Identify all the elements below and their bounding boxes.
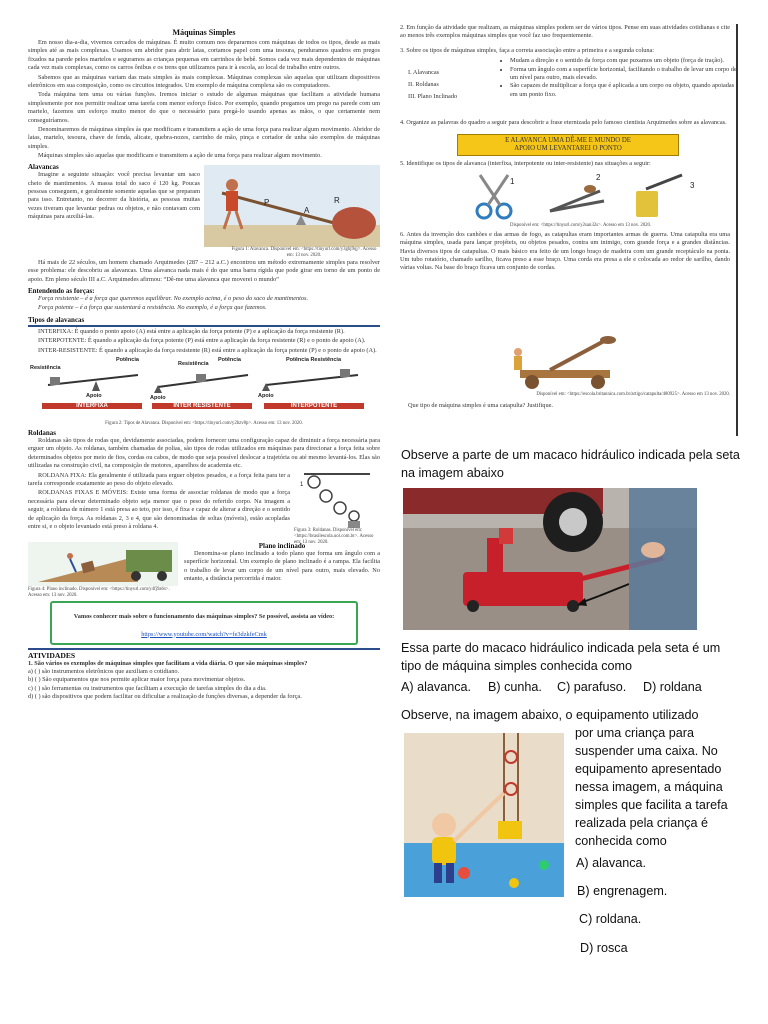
inter-resistente-text: INTER-RESISTENTE: É quando a aplicação da força resistente (R) está entre a aplicação da força potente (P) e o ponto de apoio (A). [38,346,377,354]
plano-heading: Plano inclinado [258,541,306,550]
column-2-item: • Mudam a direção e o sentido da força com que puxamos um objeto (força de tração). [510,57,742,65]
video-link[interactable]: https://www.youtube.com/watch?v=fe3dzkfeCmk [141,630,267,638]
question-6-prompt: Que tipo de máquina simples é uma catapulta? Justifique. [408,402,553,409]
forcas-heading: Entendendo as forças: [28,286,95,295]
question-4: 4. Organize as palavras do quadro a seguir para descobrir a frase eternizada pelo famoso cientista Arquimedes sobre as alavancas. [400,119,727,127]
child-option-b[interactable]: B) engrenagem. [577,884,668,898]
svg-text:R: R [334,195,340,205]
association-table [400,57,736,119]
tipos-heading: Tipos de alavancas [28,315,85,324]
question-1-option: a) ( ) são instrumentos eletrônicos que auxiliam o cotidiano. [28,667,180,675]
video-text: Vamos conhecer mais sobre o funcionamento das máquinas simples? Se possível, assista ao vídeo: [73,612,335,620]
question-1-option: d) ( ) são dispositivos que podem facilitar ou dificultar a realização de funções diversas, a depender da força. [28,693,302,701]
worksheet-title: Máquinas Simples [172,28,236,37]
svg-text:1: 1 [300,481,304,488]
roldanas-moveis-text: ROLDANAS FIXAS E MÓVEIS: Existe uma forma de associar roldanas de modo que a força necessária para elevar determinado objeto seja menor que o peso do referido corpo. Na imagem a seguir, a roldana de número 1 está presa ao teto, por isso, é fixa e capaz de alterar a direção e o sentido de aplicação da força. As roldanas 2, 3 e 4, que são denominadas de soltas (móveis), estão acopladas entre si, e o objeto levantado está preso à roldana 4. [28,489,290,530]
lever-label: Apoio [258,392,274,399]
question-2: 2. Em função da atividade que realizam, as máquinas simples podem ser de vários tipos. Pense em suas atividades cotidianas e cite ao menos três exemplos máquinas simples que você faz uso frequentemente. [400,24,730,40]
question-5: 5. Identifique os tipos de alavanca (interfixa, interpotente ou inter-resistente) nas situações a seguir: [400,160,651,168]
column-2-item: • São capazes de multiplicar a força que é aplicada a um corpo ou objeto, quando apoiadas em um ponto fixo. [510,82,742,99]
jack-option-b[interactable]: B) cunha. [488,680,542,694]
jack-option-c[interactable]: C) parafuso. [557,680,627,694]
figure-4-caption: Figura 4: Plano inclinado. Disponível em: <https://tinyurl.com/y4fj9a6s>. Acesso em: 13 nov. 2020. [28,586,170,598]
jack-intro-text: Observe a parte de um macaco hidráulico indicada pela seta na imagem abaixo [401,448,740,480]
child-intro-text: Observe, na imagem abaixo, o equipamento utilizado [401,708,699,722]
lever-type-label: INTER RESISTENTE [152,403,252,409]
alavancas-heading: Alavancas [28,162,59,171]
phrase-box [457,134,679,157]
interfixa-text: INTERFIXA: É quando o ponto apoio (A) está entre a aplicação da força potente (P) e a aplicação da força resistente (R). [38,327,345,335]
intro-paragraph: Toda máquina tem uma ou várias funções. Iremos iniciar o estudo de algumas máquinas que facilitam a atividade humana simplesmente por nos permitir realizar uma tarefa com menor esforço físico. Por exemplo, quando pregamos um prego na parede com um martelo, fazemos um esforço muito menor do que o necessário para pregá-lo usando apenas as mãos, o que certamente nem conseguiríamos. [28,91,380,124]
hydraulic-jack-photo [403,488,697,630]
child-pulley-photo [404,733,564,897]
column-2-item: • Forma um ângulo com a superfície horizontal, facilitando o trabalho de levar um corpo de um nível para outro, mais elevado. [510,66,742,83]
jack-option-d[interactable]: D) roldana [643,680,702,694]
lever-label: Potência [116,356,139,363]
roldanas-text: Roldanas são tipos de rodas que, devidamente associadas, podem fornecer uma configuração capaz de diminuir a força necessária para erguer um objeto. As roldanas, também chamadas de polias, são tipos de rodas utilizados em máquinas para direcionar a força feita sobre determinados objetos por meio de fios, cordas ou cabos, de modo que seja possível deslocar a trajetória ou até mesmo levantá-los. Elas são utilizadas na construção civil, na composição de motores, aparelhos de academia etc. [28,436,380,470]
figure-1-caption: Figura 1: Alavanca. Disponível em: <https://tinyurl.com/y3gbj9qj>. Acesso em: 13 nov. 2020. [231,246,377,258]
pulley-illustration [294,472,380,528]
child-option-d[interactable]: D) rosca [580,941,628,955]
atividades-divider [28,648,380,650]
right-worksheet-page [400,24,738,436]
svg-text:A: A [304,205,310,215]
figure-3-caption: Figura 3: Roldanas. Disponível em: <https://brasilescola.uol.com.br>. Acesso em: 13 nov. 2020. [294,527,374,545]
lever-types-diagram [28,357,380,421]
lever-type-label: INTERPOTENTE [264,403,364,409]
roldanas-heading: Roldanas [28,428,57,437]
roldana-fixa-text: ROLDANA FIXA: Ela geralmente é utilizada para erguer objetos pesados, e a força feita para ter a tarefa corresponde exatamente ao peso do objeto elevado. [28,471,290,487]
child-question-text: por uma criança para suspender uma caixa. No equipamento apresentado nessa imagem, a máquina simples que facilita a tarefa realizada pela criança é conhecida como [575,726,728,848]
intro-text [28,39,380,161]
phrase-box-line: APOIO UM LEVANTAREI O PONTO [514,145,622,153]
situation-label: 1 [510,176,515,186]
column-1-item: III. Plano Inclinado [408,93,458,101]
jack-option-a[interactable]: A) alavanca. [401,680,472,694]
forca-resistente-text: Força resistente – é a força que queremos equilibrar. No exemplo acima, é o peso do saco de mantimentos. [38,294,309,302]
phrase-box-line: E ALAVANCA UMA DÊ-ME E MUNDO DE [505,136,631,144]
child-option-a[interactable]: A) alavanca. [576,856,647,870]
interpotente-text: INTERPOTENTE: É quando a aplicação da força potente (P) está entre a aplicação da força resistente (R) e o ponto de apoio (A). [38,337,366,345]
atividades-heading: ATIVIDADES [28,650,76,660]
question-3: 3. Sobre os tipos de máquinas simples, faça a correta associação entre a primeira e a segunda coluna: [400,46,655,54]
figure-2-caption: Figura 2: Tipos de Alavanca. Disponível em: <https://tinyurl.com/y2bzv8p>. Acesso em: 13 nov. 2020. [105,420,303,426]
situation-label: 2 [596,172,601,182]
question-5-caption: Disponível em: <https://tinyurl.com/y2san32s>. Acesso em 13 nov. 2020. [510,222,652,228]
forca-potente-text: Força potente – é a força que sustentará a resistência. No exemplo, é a força que fazemos. [38,304,267,312]
jack-question-text: Essa parte do macaco hidráulico indicada pela seta é um tipo de máquina simples conhecida como [401,641,721,673]
column-1-item: II. Roldanas [408,81,439,89]
question-1: 1. São vários os exemplos de máquinas simples que facilitam a vida diária. O que são máquinas simples? [28,659,308,667]
lever-type-label: INTERFIXA [42,403,142,409]
lever-label: Potência [218,356,241,363]
lever-situations-illustration [400,171,736,227]
lever-label: Resistência [178,360,209,367]
question-6: 6. Antes da invenção dos canhões e das armas de fogo, as catapultas eram importantes armas de guerra. Uma catapulta era uma máquina simples, usada para lançar projéteis, ou objetos pesados, contra um inimigo, com grande força e a grandes distâncias. Havia diversos tipos de catapultas. O mais básico era feito de um longo braço de madeira com um grande receptáculo na ponta. Um tubo rotatório, chamado sarilho, ficava preso a esse braço. Uma corda era presa a ele e colocada ao redor de sarilho, dando várias voltas. Na base do braço ficava um conjunto de cordas. [400,230,730,272]
column-1-item: I. Alavancas [408,69,440,77]
archimedes-text: Há mais de 22 séculos, um homem chamado Arquimedes (287 – 212 a.C.) encontrou um método extremamente simples para resolver esse problema: ele descobriu as alavancas. Uma alavanca nada mais é do que uma barra rígida que pode girar em torno de um ponto de apoio. Em pleno século III a.C. Arquimedes afirmou: “Dê-me uma alavanca que moverei o mundo” [28,258,380,283]
lever-label: Resistência [30,364,61,371]
intro-paragraph: Sabemos que as máquinas variam das mais simples às mais complexas. Máquinas complexas são aquelas que utilizam dispositivos eletrônicos em sua composição, como os circuitos integrados. Um exemplo de máquina complexa são os computadores. [28,73,380,90]
catapult-illustration [510,330,628,392]
question-6-caption: Disponível em: <https://escola.britannica.com.br/artigo/catapulta/480925>. Acesso em 13 nov. 2020. [536,392,730,397]
situation-label: 3 [690,180,695,190]
lever-types-box [28,325,380,427]
left-worksheet-page [28,28,380,808]
video-box [50,601,358,645]
intro-paragraph: Em nosso dia-a-dia, vivemos cercados de máquinas. É muito comum nos depararmos com máquinas de todos os tipos, desde as mais simples até as mais complexas. Usamos um abridor para abrir latas, cortamos papel com uma tesoura, penduramos quadros em pregos fixados na parede pelos martelos e seguramos as crianças pequenas em carrinhos de bebê. Somos cada vez mais dependentes de máquinas cada vez mais complexas, como os carros ônibus e os trens que utilizamos para ir à escola, ao local de trabalho entre outros. [28,39,380,72]
plano-text: Denomina-se plano inclinado a todo plano que forma um ângulo com a superfície horizontal. Um exemplo de plano inclinado é a rampa. Ela facilita o trabalho de levar um corpo de um nível para outro, mais elevado. No entanto, a distância percorrida é maior. [184,549,380,583]
inclined-plane-illustration [28,542,178,586]
lever-label: Apoio [86,392,102,399]
lever-label: Apoio [150,394,166,401]
question-1-option: c) ( ) são ferramentas ou instrumentos que facilitam a execução de tarefas simples do dia a dia. [28,684,267,692]
alavancas-text: Imagine a seguinte situação: você precisa levantar um saco cheio de mantimentos. A massa total do saco é 120 kg. Poucas pessoas conseguem, e geralmente somente aquelas que se preparam para isso. Entretanto, no decorrer da história, as pessoas muitas vezes tiveram que levantar pedras ou objetos, e não contavam com máquinas para auxiliá-las. [28,171,200,221]
question-1-option: b) ( ) São equipamentos que nos permite aplicar maior força para movimentar objetos. [28,676,246,684]
intro-paragraph: Denominaremos de máquinas simples às que modificam e transmitem a ação de uma força para realizar algum movimento. Abridor de latas, martelo, tesoura, chave de fenda, alicate, quebra-nozes, carrinho de mão, pinça e cortador de unha são exemplos de máquinas simples. [28,126,380,150]
lever-label: Potência Resistência [286,356,342,363]
lever-illustration [204,165,380,247]
intro-paragraph: Máquinas simples são aquelas que modificam e transmitem a ação de uma força para realizar algum movimento. [38,152,322,160]
svg-text:P: P [264,197,270,207]
child-option-c[interactable]: C) roldana. [579,912,642,926]
